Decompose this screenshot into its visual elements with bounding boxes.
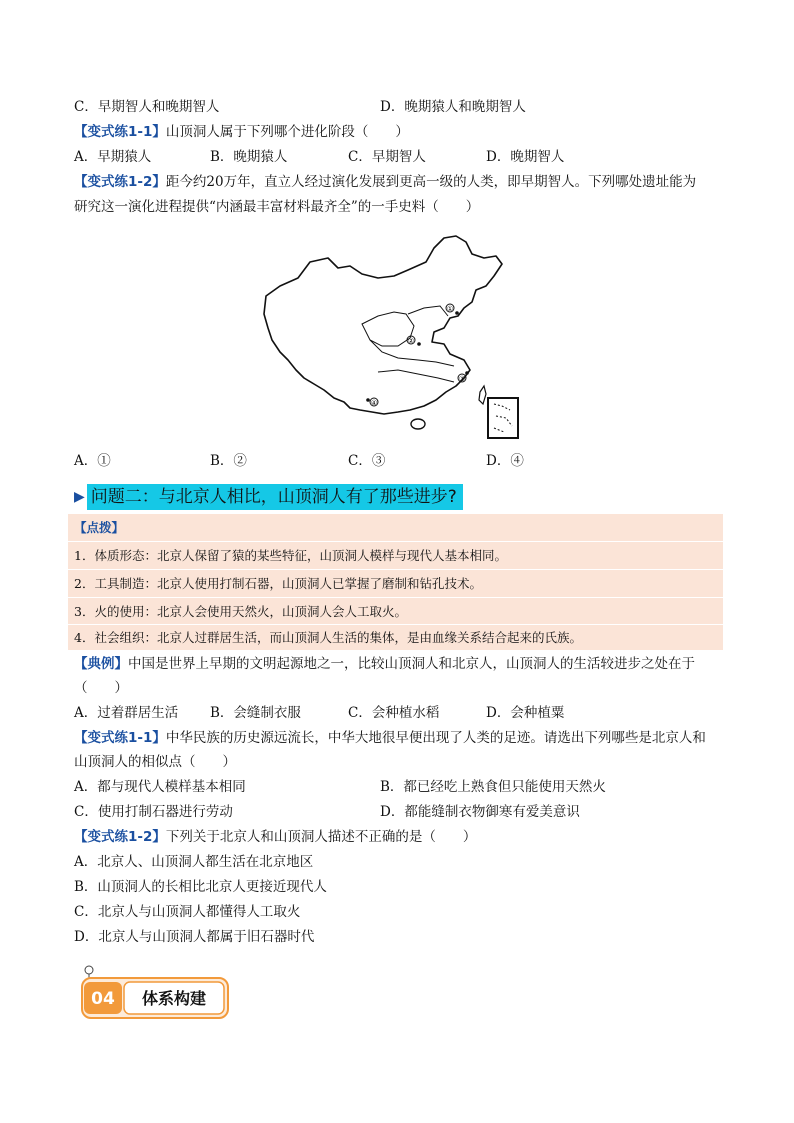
question-stem-2: 山顶洞人的相似点（ ） (74, 754, 236, 770)
option-c[interactable]: C．早期智人 (348, 149, 426, 165)
option-b[interactable]: B．晚期猿人 (210, 149, 288, 165)
option-d[interactable]: D．都能缝制衣物御寒有爱美意识 (380, 804, 580, 820)
question-stem: 山顶洞人属于下列哪个进化阶段（ ） (165, 124, 409, 140)
question-stem-2: （ ） (74, 680, 128, 696)
triangle-marker-icon: ▶ (74, 489, 85, 505)
tip-item: 3．火的使用：北京人会使用天然火，山顶洞人会人工取火。 (74, 604, 407, 619)
question-ex11 (74, 122, 409, 142)
question-tag: 【变式练1-2】 (74, 829, 166, 845)
option-b[interactable]: B．② (210, 453, 247, 469)
china-map (258, 232, 528, 444)
question-tag: 【变式练1-1】 (74, 730, 166, 746)
map-marker-4: ④ (370, 399, 378, 407)
tip-item: 4．社会组织：北京人过群居生活，而山顶洞人生活的集体，是由血缘关系结合起来的氏族。 (74, 630, 582, 645)
question-tag: 【典例】 (74, 656, 128, 672)
question-tag: 【变式练1-2】 (74, 174, 166, 190)
tip-item: 2．工具制造：北京人使用打制石器，山顶洞人已掌握了磨制和钻孔技术。 (74, 576, 482, 591)
section-title: 体系构建 (141, 989, 207, 1008)
tip-title-text: 【点拨】 (74, 520, 125, 535)
question-tag: 【变式练1-1】 (74, 124, 166, 140)
option-a[interactable]: A．北京人、山顶洞人都生活在北京地区 (74, 854, 314, 870)
section-badge (80, 962, 230, 1020)
option-c[interactable]: C．③ (348, 453, 386, 469)
question-example (74, 654, 695, 674)
question-stem-2: 研究这一演化进程提供“内涵最丰富材料最齐全”的一手史料（ ） (74, 199, 480, 215)
option-d[interactable]: D．晚期猿人和晚期智人 (380, 99, 526, 115)
option-d[interactable]: D．会种植粟 (486, 705, 565, 721)
question-stem-1: 中华民族的历史源远流长，中华大地很早便出现了人类的足迹。请选出下列哪些是北京人和 (165, 730, 706, 746)
option-a[interactable]: A．都与现代人模样基本相同 (74, 779, 246, 795)
tip-title (74, 514, 723, 541)
option-b[interactable]: B．会缝制衣服 (210, 705, 301, 721)
question-stem: 下列关于北京人和山顶洞人描述不正确的是（ ） (165, 829, 477, 845)
map-marker-3: ③ (458, 375, 466, 383)
option-d[interactable]: D．北京人与山顶洞人都属于旧石器时代 (74, 929, 315, 945)
option-b[interactable]: B．山顶洞人的长相比北京人更接近现代人 (74, 879, 327, 895)
option-c[interactable]: C．使用打制石器进行劳动 (74, 804, 233, 820)
heading-text: 问题二：与北京人相比，山顶洞人有了那些进步? (87, 484, 463, 510)
option-a[interactable]: A．① (74, 453, 111, 469)
map-marker-1: ① (446, 305, 454, 313)
tip-box (68, 514, 723, 650)
option-c[interactable]: C．会种植水稻 (348, 705, 440, 721)
question-ex21 (74, 728, 706, 748)
option-b[interactable]: B．都已经吃上熟食但只能使用天然火 (380, 779, 606, 795)
question-ex12 (74, 172, 696, 192)
option-a[interactable]: A．过着群居生活 (74, 705, 179, 721)
question-ex22 (74, 827, 476, 847)
question-stem-1: 中国是世界上早期的文明起源地之一，比较山顶洞人和北京人，山顶洞人的生活较进步之处在于 (128, 656, 695, 672)
section-number: 04 (91, 989, 115, 1009)
question-stem-1: 距今约20万年，直立人经过演化发展到更高一级的人类，即早期智人。下列哪处遗址能为 (165, 174, 697, 190)
tip-item: 1．体质形态：北京人保留了猿的某些特征，山顶洞人模样与现代人基本相同。 (74, 548, 507, 563)
map-marker-2: ② (407, 337, 415, 345)
option-d[interactable]: D．晚期智人 (486, 149, 565, 165)
option-a[interactable]: A．早期猿人 (74, 149, 152, 165)
section-heading-q2 (74, 484, 463, 510)
option-d[interactable]: D．④ (486, 453, 524, 469)
option-c[interactable]: C．早期智人和晚期智人 (74, 99, 220, 115)
option-c[interactable]: C．北京人与山顶洞人都懂得人工取火 (74, 904, 301, 920)
